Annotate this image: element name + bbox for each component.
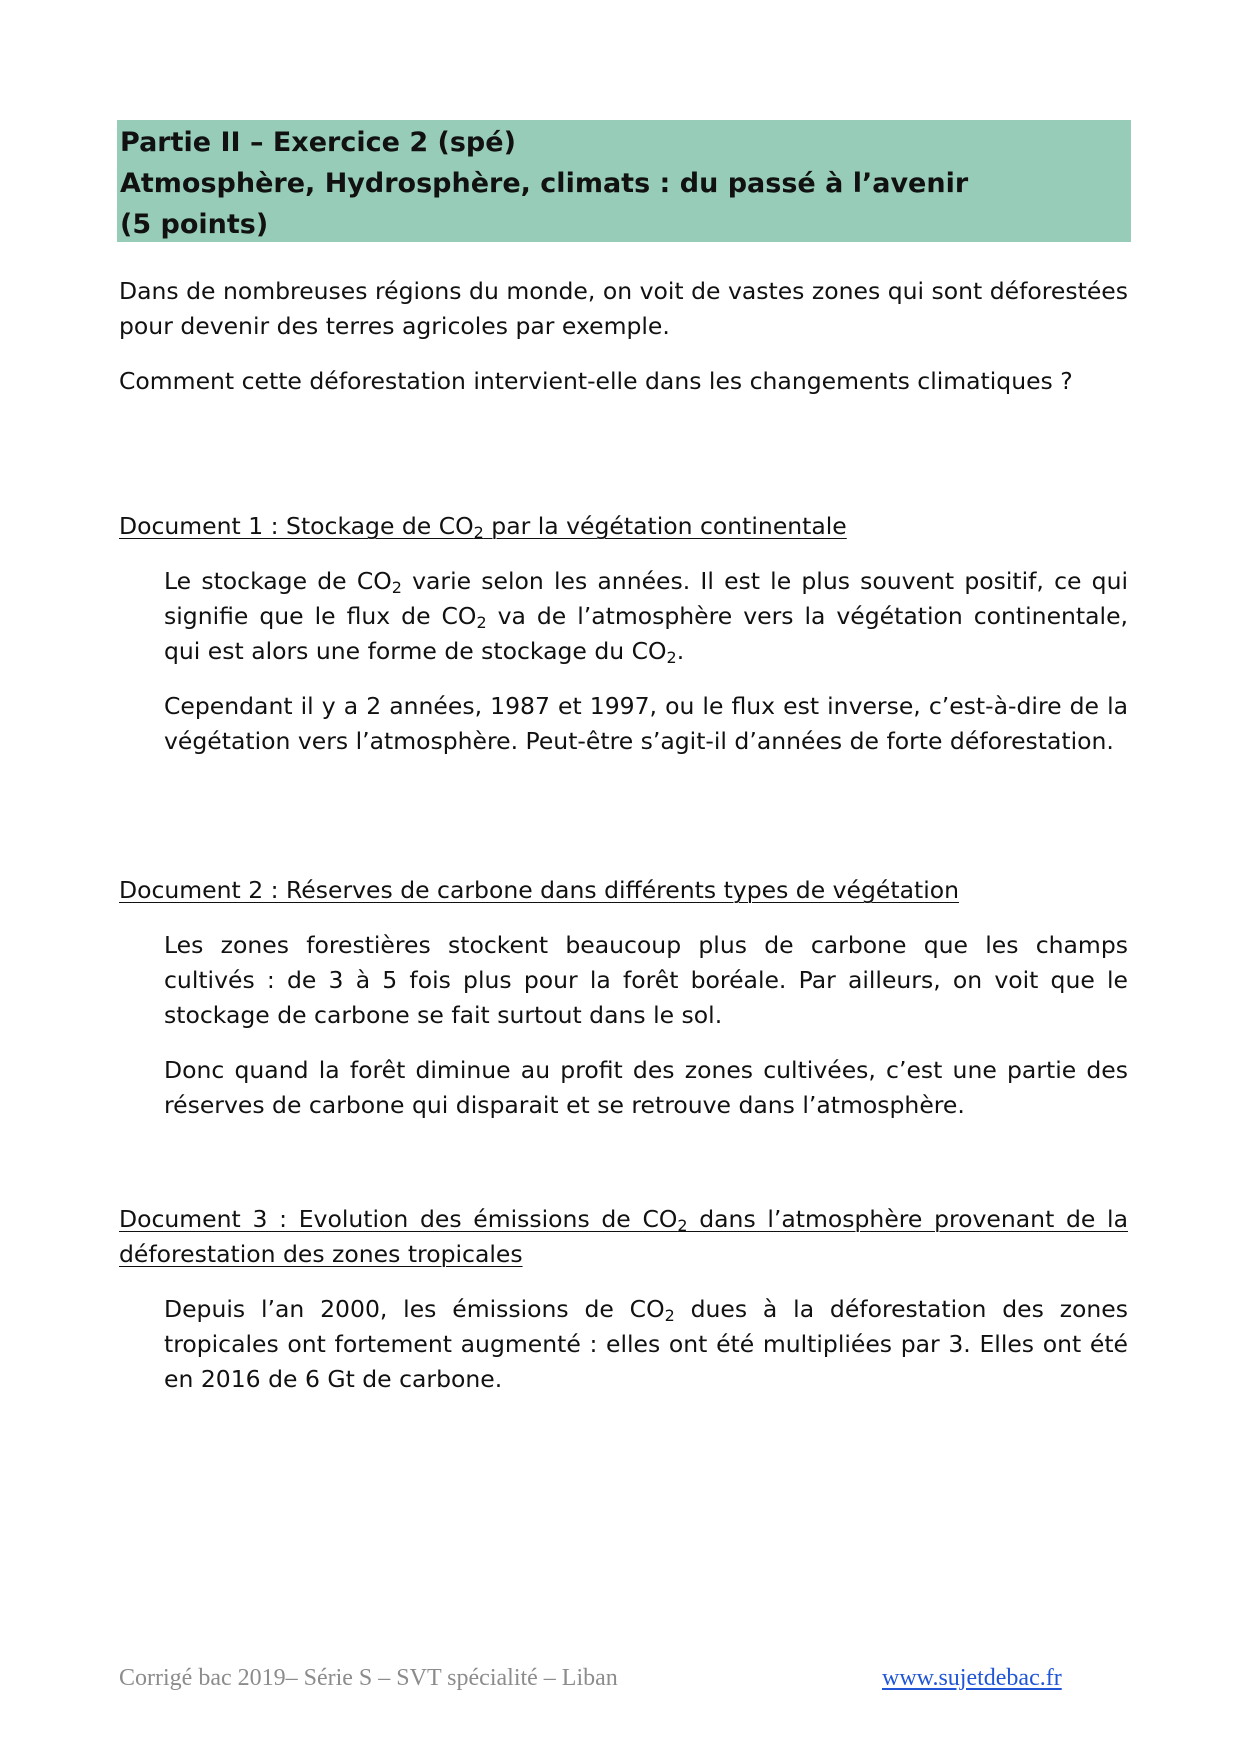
document-3-paragraph-1: Depuis l’an 2000, les émissions de $CO_2$ dues à la déforestation des zones tropicales ont fortement augmenté : elles ont été multipliées par 3. Elles ont été en 2016 de 6 Gt de carbone.	[164, 1295, 1128, 1393]
footer-website-link[interactable]: www.sujetdebac.fr	[882, 1665, 1062, 1691]
document-2-paragraph-2: Donc quand la forêt diminue au profit des zones cultivées, c’est une partie des réserves de carbone qui disparait et se retrouve dans l’atmosphère.	[164, 1056, 1128, 1119]
document-1-title: Document 1 : Stockage de $CO_2$ par la végétation continentale	[119, 512, 847, 542]
exercise-points: (5 points)	[120, 209, 269, 240]
document-2-paragraph-1: Les zones forestières stockent beaucoup plus de carbone que les champs cultivés : de 3 à 5 fois plus pour la forêt boréale. Par ailleurs, on voit que le stockage de carbone se fait surtout dans le sol.	[164, 931, 1128, 1029]
document-1-paragraph-2: Cependant il y a 2 années, 1987 et 1997, ou le flux est inverse, c’est-à-dire de la végétation vers l’atmosphère. Peut-être s’agit-il d’années de forte déforestation.	[164, 692, 1128, 755]
document-2-title: Document 2 : Réserves de carbone dans différents types de végétation	[119, 876, 960, 904]
exercise-title: Partie II – Exercice 2 (spé)	[120, 127, 516, 158]
exercise-subtitle: Atmosphère, Hydrosphère, climats : du passé à l’avenir	[120, 168, 969, 199]
intro-paragraph: Dans de nombreuses régions du monde, on voit de vastes zones qui sont déforestées pour devenir des terres agricoles par exemple.	[119, 277, 1128, 340]
document-1-paragraph-1: Le stockage de $CO_2$ varie selon les années. Il est le plus souvent positif, ce qui signifie que le flux de $CO_2$ va de l’atmosphère vers la végétation continentale, qui est alors une forme de stockage du $CO_2$.	[164, 567, 1129, 667]
footer-source: Corrigé bac 2019– Série S – SVT spécialité – Liban	[119, 1665, 618, 1691]
intro-question: Comment cette déforestation intervient-elle dans les changements climatiques ?	[119, 367, 1073, 395]
document-3-title: Document 3 : Evolution des émissions de $CO_2$ dans l’atmosphère provenant de la déforestation des zones tropicales	[119, 1205, 1128, 1268]
exercise-header	[117, 120, 1131, 242]
